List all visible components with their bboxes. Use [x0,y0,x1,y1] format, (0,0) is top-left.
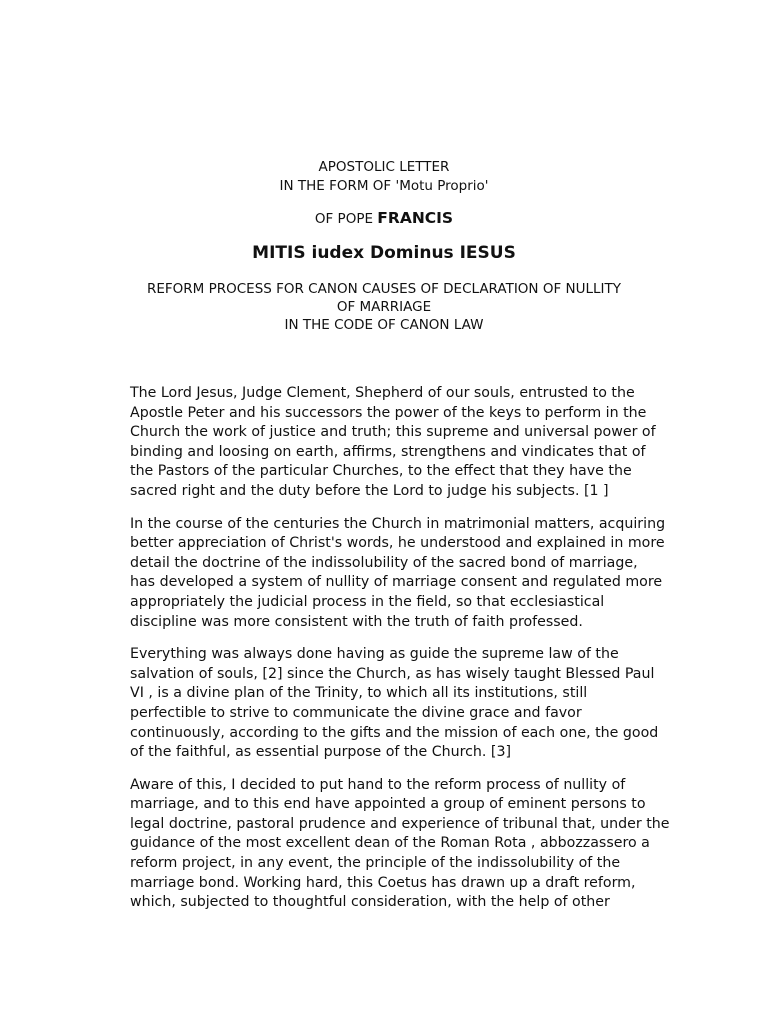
text-line: marriage bond. Working hard, this Coetus has drawn up a draft reform, [130,874,636,891]
header-line-apostolic-letter: APOSTOLIC LETTER [318,159,450,175]
header-line-motu-proprio: IN THE FORM OF 'Motu Proprio' [279,178,489,194]
document-subtitle [124,280,644,334]
text-line: Everything was always done having as guide the supreme law of the [130,646,619,663]
text-line: sacred right and the duty before the Lord to judge his subjects. [1 ] [130,482,609,499]
pope-line [0,209,768,229]
text-line: VI , is a divine plan of the Trinity, to which all its institutions, still [130,685,588,702]
text-line: the Pastors of the particular Churches, to the effect that they have the [130,463,632,480]
text-line: marriage, and to this end have appointed a group of eminent persons to [130,796,646,813]
pope-name: FRANCIS [377,209,454,227]
text-line: Apostle Peter and his successors the power of the keys to perform in the [130,404,647,421]
paragraph-3 [130,645,659,763]
text-line: reform project, in any event, the principle of the indissolubility of the [130,855,621,872]
text-line: appropriately the judicial process in the field, so that ecclesiastical [130,593,605,610]
text-line: of the faithful, as essential purpose of the Church. [3] [130,744,512,761]
document-header [0,158,768,334]
text-line: has developed a system of nullity of marriage consent and regulated more [130,574,663,591]
paragraph-1 [130,384,656,502]
text-line: detail the doctrine of the indissolubility of the sacred bond of marriage, [130,554,638,571]
text-line: salvation of souls, [2] since the Church, as has wisely taught Blessed Paul [130,665,655,682]
text-line: The Lord Jesus, Judge Clement, Shepherd of our souls, entrusted to the [130,385,635,401]
subtitle-line: REFORM PROCESS FOR CANON CAUSES OF DECLARATION OF NULLITY [146,281,622,297]
text-line: continuously, according to the gifts and the mission of each one, the good [130,724,659,741]
paragraph-4 [130,776,670,913]
subtitle-line: OF MARRIAGE [336,299,432,315]
text-line: In the course of the centuries the Church in matrimonial matters, acquiring [130,515,666,532]
text-line: guidance of the most excellent dean of the Roman Rota , abbozzassero a [130,835,650,852]
text-line: binding and loosing on earth, affirms, strengthens and vindicates that of [130,443,646,460]
text-line: Church the work of justice and truth; this supreme and universal power of [130,424,656,441]
text-line: which, subjected to thoughtful consideration, with the help of other [130,894,610,911]
text-line: perfectible to strive to communicate the divine grace and favor [130,704,582,721]
text-line: Aware of this, I decided to put hand to the reform process of nullity of [130,776,626,793]
subtitle-line: IN THE CODE OF CANON LAW [284,317,484,333]
paragraph-2 [130,515,666,633]
pope-prefix: OF POPE [314,211,373,227]
text-line: discipline was more consistent with the truth of faith professed. [130,613,583,630]
document-title: MITIS iudex Dominus IESUS [252,243,516,263]
text-line: better appreciation of Christ's words, he understood and explained in more [130,535,665,552]
text-line: legal doctrine, pastoral prudence and experience of tribunal that, under the [130,815,670,832]
document-body [130,384,670,926]
